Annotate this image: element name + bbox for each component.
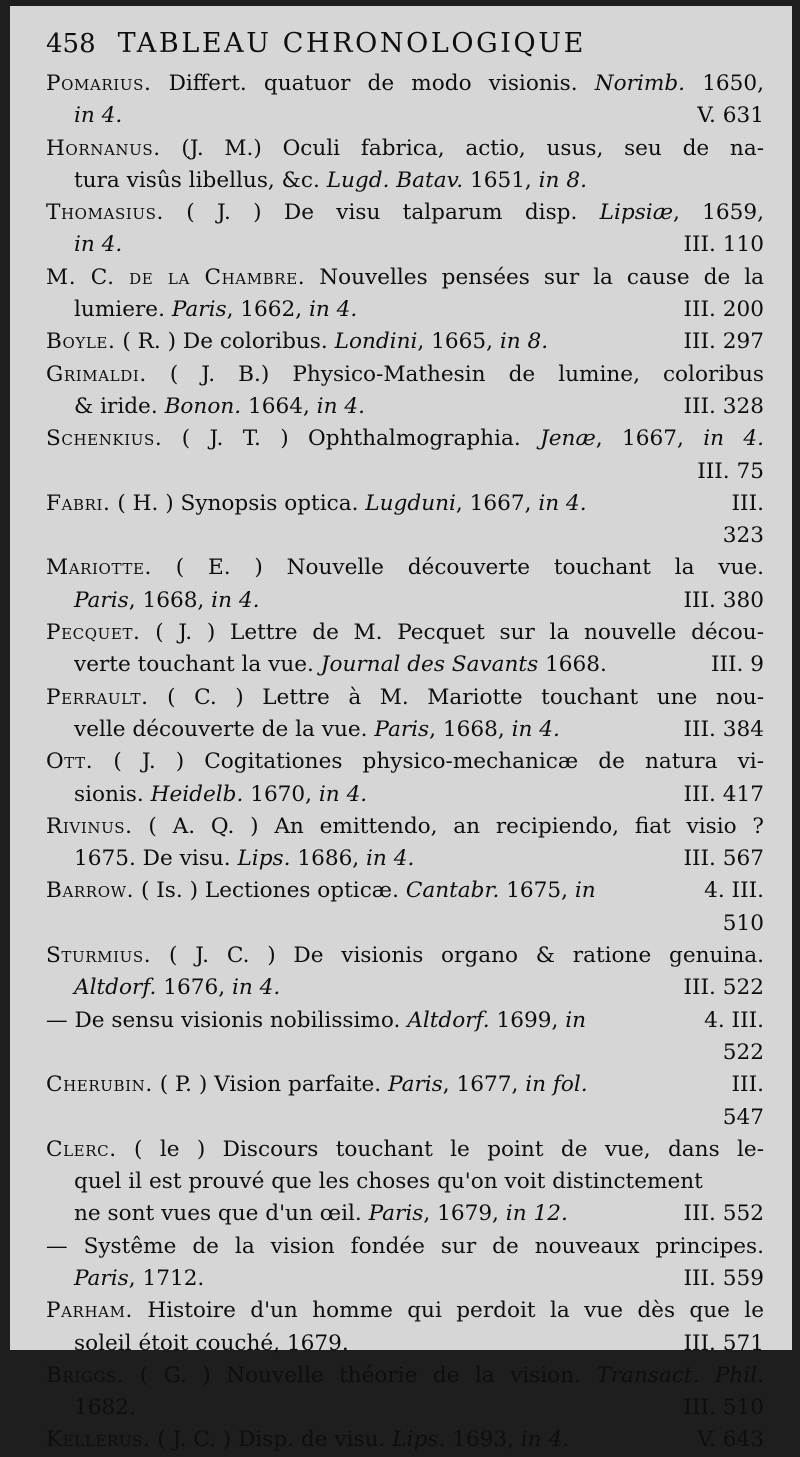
entry-reference: 522: [722, 1039, 764, 1065]
entry-left: [74, 585, 259, 617]
list-item: [46, 811, 764, 876]
entry-left: [46, 326, 548, 358]
list-item: [46, 875, 764, 940]
page-header: [46, 28, 764, 68]
entry-reference: III. 571: [683, 1330, 764, 1356]
entry-title: — De sensu visionis nobilissimo.: [46, 1007, 408, 1033]
entry-title: ( J. ) Lettre de M. Pecquet sur la nouvelle décou-: [140, 620, 764, 646]
entry-title: Differt. quatuor de modo visionis.: [151, 71, 595, 96]
entry-format: in 4.: [703, 426, 765, 452]
entry-title: quel il est prouvé que les choses qu'on voit distinctement: [74, 1169, 703, 1195]
entry-left: [46, 875, 596, 907]
entry-line: [46, 359, 764, 391]
entry-reference: III. 200: [683, 297, 764, 323]
entry-reference: 4. III.: [704, 878, 764, 904]
entry-reference: III. 9: [710, 652, 764, 678]
entry-reference: III. 510: [683, 1395, 764, 1421]
entry-place: Paris: [388, 1072, 443, 1098]
entry-reference: III. 417: [683, 781, 764, 807]
entry-place: Bonon.: [164, 393, 242, 419]
entry-reference: III. 384: [683, 716, 764, 742]
entry-year: , 1665,: [417, 329, 500, 355]
entry-author: Rivinus.: [46, 813, 133, 839]
list-item: [46, 1069, 764, 1134]
entry-author: Mariotte.: [46, 555, 152, 581]
entry-year: , 1659,: [673, 200, 765, 226]
entry-title: lumiere.: [74, 297, 172, 323]
entry-year: 1675,: [499, 878, 575, 904]
entry-format: in 4.: [308, 297, 358, 323]
entry-place: Paris: [74, 587, 129, 613]
entry-title: & iride.: [74, 393, 165, 419]
entry-line: [46, 682, 764, 714]
entry-left: [74, 1166, 703, 1198]
entry-title: — Systême de la vision fondée sur de nouveaux principes.: [46, 1233, 764, 1259]
entry-format: in 4.: [318, 781, 368, 807]
entry-line: [46, 326, 764, 358]
entry-reference: III. 559: [683, 1265, 764, 1291]
entry-continuation: [46, 1263, 764, 1295]
entry-title: verte touchant la vue.: [74, 652, 321, 678]
list-item: [46, 133, 764, 198]
entry-year: 1670,: [243, 781, 319, 807]
entry-author: Hornanus.: [46, 135, 161, 161]
entry-continuation: [46, 294, 764, 326]
entry-reference: III. 567: [683, 846, 764, 872]
entry-left: [74, 229, 122, 261]
entry-author: Thomasius.: [46, 200, 164, 226]
entry-continuation: [46, 100, 764, 132]
entry-author: Perrault.: [46, 684, 149, 710]
entry-continuation: [46, 1037, 764, 1069]
entry-place: Transact. Phil.: [596, 1362, 764, 1388]
entry-title: ( Is. ) Lectiones opticæ.: [134, 878, 406, 904]
entry-reference: 323: [722, 523, 764, 549]
list-item: [46, 1134, 764, 1231]
entry-place: Norimb.: [594, 71, 686, 96]
entry-continuation: [46, 456, 764, 488]
entry-left: [74, 779, 367, 811]
entry-line: [46, 940, 764, 972]
list-item: [46, 617, 764, 682]
entry-year: 1664,: [241, 393, 317, 419]
entry-format: in 4.: [366, 846, 415, 872]
entry-reference: III. 380: [683, 587, 764, 613]
entry-format: in fol.: [525, 1072, 588, 1098]
entry-author: Cherubin.: [46, 1072, 153, 1098]
entry-title: Histoire d'un homme qui perdoit la vue dès que le: [133, 1298, 764, 1324]
entry-place: Heidelb.: [150, 781, 244, 807]
entry-continuation: [46, 779, 764, 811]
entry-year: , 1667,: [455, 490, 539, 516]
entry-reference: III. 110: [683, 232, 764, 258]
entry-title: ne sont vues que d'un œil.: [74, 1201, 369, 1227]
entry-line: [46, 1231, 764, 1263]
entry-author: Pomarius.: [46, 71, 152, 96]
entry-reference: III.: [731, 490, 764, 516]
entry-title: ( H. ) Synopsis optica.: [110, 490, 366, 516]
entry-left: [74, 714, 560, 746]
entry-format: in 4.: [520, 1427, 570, 1453]
entry-reference: III. 75: [697, 458, 764, 484]
entry-title: ( A. Q. ) An emittendo, an recipiendo, fiat visio ?: [132, 813, 764, 839]
entry-format: in 8.: [499, 329, 549, 355]
entry-format: in 4.: [74, 103, 123, 129]
entry-author: Boyle.: [46, 329, 116, 355]
entry-title: ( C. ) Lettre à M. Mariotte touchant une nou-: [148, 684, 764, 710]
entry-line: [46, 1424, 764, 1456]
entry-left: [74, 1328, 349, 1360]
entry-title: tura visûs libellus, &c.: [74, 167, 327, 193]
entry-continuation: [46, 229, 764, 261]
entry-line: [46, 1005, 764, 1037]
entry-left: [74, 294, 357, 326]
entry-left: [74, 391, 365, 423]
entry-title: ( J. C. ) Disp. de visu.: [150, 1427, 393, 1453]
entry-line: [46, 811, 764, 843]
entry-left: [74, 843, 414, 875]
list-item: [46, 488, 764, 553]
entry-year: 1651,: [463, 167, 539, 193]
entry-continuation: [46, 908, 764, 940]
entry-continuation: [46, 1102, 764, 1134]
entry-place: Altdorf.: [74, 975, 157, 1001]
entry-title: ( le ) Discours touchant le point de vue, dans le-: [116, 1136, 764, 1162]
entry-format: in: [574, 878, 596, 904]
entry-title: Nouvelles pensées sur la cause de la: [305, 264, 764, 290]
entry-format: in 4.: [211, 587, 260, 613]
list-item: [46, 68, 764, 133]
entry-place: Paris: [368, 1201, 424, 1227]
entry-year: 1693,: [445, 1427, 521, 1453]
entry-place: Paris: [374, 716, 430, 742]
list-item: [46, 1360, 764, 1425]
entry-reference: III. 552: [683, 1201, 764, 1227]
entry-author: Fabri.: [46, 490, 111, 516]
entry-continuation: [46, 520, 764, 552]
entry-reference: III. 328: [683, 393, 764, 419]
entry-year: 1686,: [290, 846, 367, 872]
entry-reference: III. 522: [683, 975, 764, 1001]
entry-left: [46, 488, 587, 520]
entry-left: [74, 1392, 136, 1424]
entry-left: [74, 1263, 204, 1295]
entry-year: 1650,: [685, 71, 765, 96]
entry-line: [46, 1134, 764, 1166]
entry-line: [46, 423, 764, 455]
entry-author: Clerc.: [46, 1136, 117, 1162]
entry-place: Paris: [74, 1265, 129, 1291]
list-item: [46, 746, 764, 811]
entry-place: Lugduni: [365, 490, 456, 516]
list-item: [46, 1424, 764, 1456]
entry-continuation: [46, 1166, 764, 1198]
entry-place: Journal des Savants: [320, 652, 539, 678]
list-item: [46, 262, 764, 327]
entry-format: in 4.: [74, 232, 123, 258]
entry-reference: V. 643: [697, 1427, 764, 1453]
entry-place: Londini: [334, 329, 418, 355]
entry-line: [46, 875, 764, 907]
entry-author: Ott.: [46, 749, 94, 775]
entry-format: in 4.: [316, 393, 365, 419]
entry-year: , 1677,: [442, 1072, 526, 1098]
entry-line: [46, 262, 764, 294]
entry-line: [46, 488, 764, 520]
entry-place: Jenæ: [540, 426, 596, 452]
entry-left: [46, 1424, 569, 1456]
entry-continuation: [46, 165, 764, 197]
entry-title: ( P. ) Vision parfaite.: [152, 1072, 389, 1098]
entry-author: Barrow.: [46, 878, 135, 904]
entry-continuation: [46, 972, 764, 1004]
list-item: [46, 326, 764, 358]
entry-year: , 1667,: [595, 426, 704, 452]
list-item: [46, 359, 764, 424]
list-item: [46, 1295, 764, 1360]
entry-continuation: [46, 1328, 764, 1360]
entry-line: [46, 1295, 764, 1327]
entry-continuation: [46, 1198, 764, 1230]
entry-format: in 4.: [538, 490, 587, 516]
list-item: [46, 552, 764, 617]
entry-format: in 12.: [505, 1201, 568, 1227]
entry-title: soleil étoit couché, 1679.: [74, 1330, 349, 1356]
list-item: [46, 1005, 764, 1070]
entry-format: in: [565, 1007, 587, 1033]
entry-left: [46, 1069, 588, 1101]
entry-line: [46, 197, 764, 229]
entry-title: sionis.: [74, 781, 151, 807]
entry-left: [74, 100, 122, 132]
entry-place: Altdorf.: [407, 1007, 490, 1033]
entry-reference: III. 297: [683, 329, 764, 355]
entry-author: Grimaldi.: [46, 361, 147, 387]
list-item: [46, 682, 764, 747]
entry-left: [74, 649, 607, 681]
entry-left: [46, 1005, 586, 1037]
entry-line: [46, 68, 764, 100]
entry-title: ( J. ) De visu talparum disp.: [163, 200, 600, 226]
entry-reference: V. 631: [697, 103, 764, 129]
entry-title: ( G. ) Nouvelle théorie de la vision.: [124, 1362, 597, 1388]
entry-format: in 8.: [538, 167, 587, 193]
entry-left: [74, 1198, 568, 1230]
entry-place: Cantabr.: [405, 878, 500, 904]
page-number: 458: [46, 29, 96, 59]
entry-title: ( J. T. ) Ophthalmographia.: [162, 426, 541, 452]
entry-author: Schenkius.: [46, 426, 163, 452]
entry-format: in 4.: [231, 975, 281, 1001]
entry-year: , 1668,: [128, 587, 212, 613]
entry-continuation: [46, 714, 764, 746]
entry-year: 1676,: [156, 975, 232, 1001]
list-item: [46, 940, 764, 1005]
entry-line: [46, 617, 764, 649]
entry-title: ( J. B.) Physico-Mathesin de lumine, coloribus: [146, 361, 764, 387]
entry-author: Pecquet.: [46, 620, 141, 646]
entry-continuation: [46, 391, 764, 423]
entry-year: , 1679,: [423, 1201, 506, 1227]
entry-title: (J. M.) Oculi fabrica, actio, usus, seu de na-: [160, 135, 764, 161]
entry-author: Briggs.: [46, 1362, 125, 1388]
list-item: [46, 423, 764, 488]
entry-reference: 547: [722, 1104, 764, 1130]
entry-format: in 4.: [511, 716, 560, 742]
entry-year: 1668.: [538, 652, 607, 678]
entry-continuation: [46, 585, 764, 617]
entry-place: Lipsiæ: [599, 200, 674, 226]
entry-title: velle découverte de la vue.: [74, 716, 375, 742]
entry-author: M. C. de la Chambre.: [46, 264, 306, 290]
entry-continuation: [46, 843, 764, 875]
book-page: [10, 6, 792, 1453]
list-item: [46, 197, 764, 262]
entry-line: [46, 746, 764, 778]
entry-left: [74, 165, 587, 197]
entry-left: [74, 972, 280, 1004]
entry-year: , 1662,: [226, 297, 309, 323]
entry-author: Kellerus.: [46, 1427, 151, 1453]
entry-title: ( J. C. ) De visionis organo & ratione genuina.: [151, 943, 764, 969]
bibliography-list: [46, 68, 764, 1457]
entry-line: [46, 1069, 764, 1101]
entry-place: Lips.: [237, 846, 291, 872]
entry-author: Sturmius.: [46, 943, 152, 969]
entry-title: 1675. De visu.: [74, 846, 238, 872]
entry-title: ( R. ) De coloribus.: [115, 329, 335, 355]
entry-title: ( E. ) Nouvelle découverte touchant la vue.: [151, 555, 764, 581]
entry-author: Parham.: [46, 1298, 133, 1324]
list-item: [46, 1231, 764, 1296]
entry-reference: 510: [722, 910, 764, 936]
entry-place: Paris: [171, 297, 227, 323]
entry-year: , 1668,: [429, 716, 512, 742]
entry-reference: III.: [731, 1072, 764, 1098]
entry-continuation: [46, 1392, 764, 1424]
entry-place: Lips.: [392, 1427, 446, 1453]
entry-year: , 1712.: [128, 1265, 205, 1291]
entry-continuation: [46, 649, 764, 681]
entry-title: ( J. ) Cogitationes physico-mechanicæ de natura vi-: [93, 749, 764, 775]
running-title: TABLEAU CHRONOLOGIQUE: [117, 28, 586, 59]
entry-place: Lugd. Batav.: [326, 167, 464, 193]
entry-line: [46, 552, 764, 584]
entry-reference: 4. III.: [704, 1007, 764, 1033]
entry-year: 1699,: [489, 1007, 566, 1033]
entry-title: 1682.: [74, 1395, 136, 1421]
entry-line: [46, 1360, 764, 1392]
entry-line: [46, 133, 764, 165]
